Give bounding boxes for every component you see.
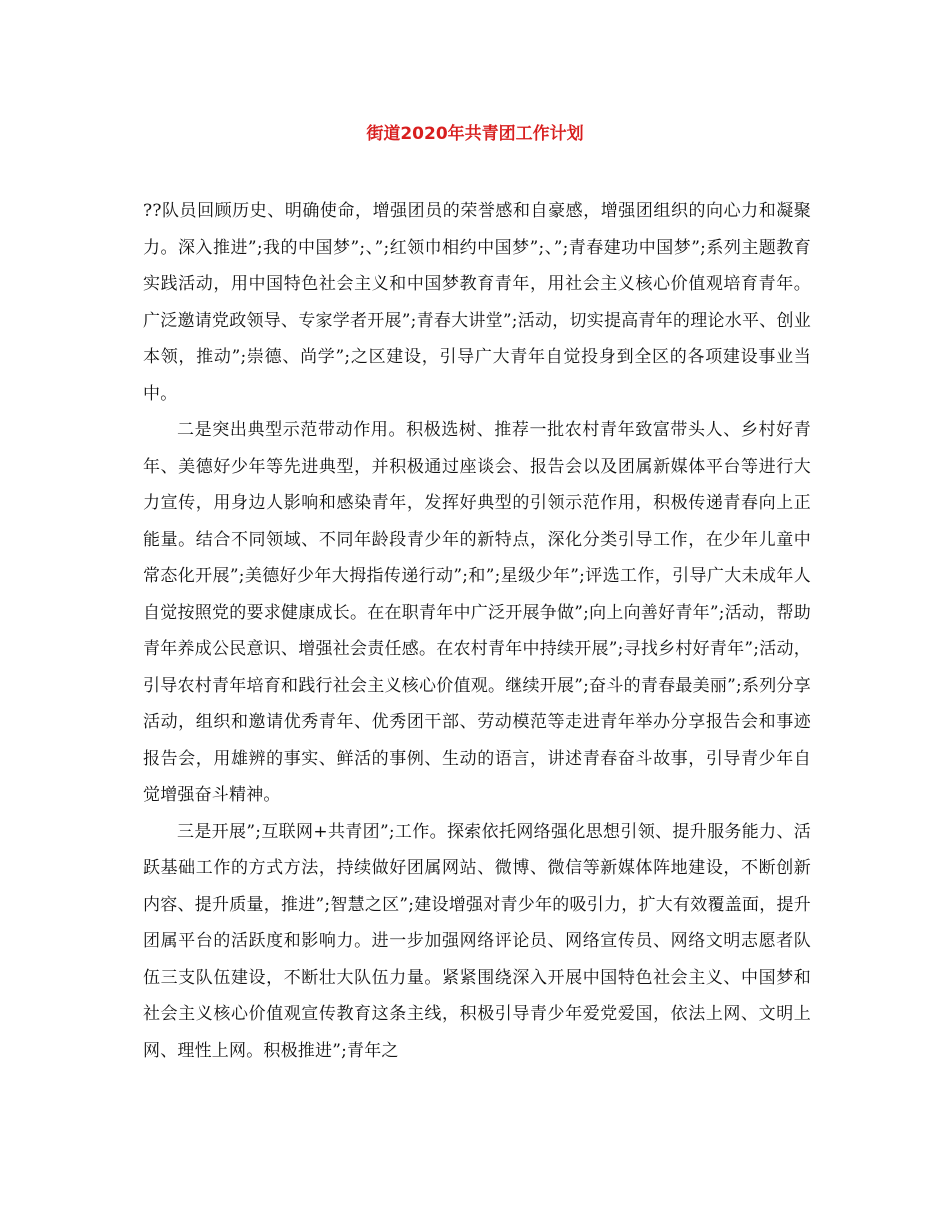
- document-title: 街道2020年共青团工作计划: [366, 124, 584, 144]
- paragraph-3: 三是开展”;互联网+共青团”;工作。探索依托网络强化思想引领、提升服务能力、活跃基础工作的方式方法，持续做好团属网站、微博、微信等新媒体阵地建设，不断创新内容、提升质量，推进”;智慧之区”;建设增强对青少年的吸引力，扩大有效覆盖面，提升团属平台的活跃度和影响力。进一步加强网络评论员、网络宣传员、网络文明志愿者队伍三支队伍建设，不断壮大队伍力量。紧紧围绕深入开展中国特色社会主义、中国梦和社会主义核心价值观宣传教育这条主线，积极引导青少年爱党爱国，依法上网、文明上网、理性上网。积极推进”;青年之: [143, 821, 811, 1061]
- paragraph-2: 二是突出典型示范带动作用。积极选树、推荐一批农村青年致富带头人、乡村好青年、美德好少年等先进典型，并积极通过座谈会、报告会以及团属新媒体平台等进行大力宣传，用身边人影响和感染青年，发挥好典型的引领示范作用，积极传递青春向上正能量。结合不同领域、不同年龄段青少年的新特点，深化分类引导工作，在少年儿童中常态化开展”;美德好少年大拇指传递行动”;和”;星级少年”;评选工作，引导广大未成年人自觉按照党的要求健康成长。在在职青年中广泛开展争做”;向上向善好青年”;活动，帮助青年养成公民意识、增强社会责任感。在农村青年中持续开展”;寻找乡村好青年”;活动，引导农村青年培育和践行社会主义核心价值观。继续开展”;奋斗的青春最美丽”;系列分享活动，组织和邀请优秀青年、优秀团干部、劳动模范等走进青年举办分享报告会和事迹报告会，用雄辨的事实、鲜活的事例、生动的语言，讲述青春奋斗故事，引导青少年自觉增强奋斗精神。: [143, 420, 811, 805]
- document-body: [143, 193, 811, 1069]
- paragraph-1: ??队员回顾历史、明确使命，增强团员的荣誉感和自豪感，增强团组织的向心力和凝聚力。深入推进”;我的中国梦”;、”;红领巾相约中国梦”;、”;青春建功中国梦”;系列主题教育实践活动，用中国特色社会主义和中国梦教育青年，用社会主义核心价值观培育青年。广泛邀请党政领导、专家学者开展”;青春大讲堂”;活动，切实提高青年的理论水平、创业本领，推动”;崇德、尚学”;之区建设，引导广大青年自觉投身到全区的各项建设事业当中。: [143, 201, 811, 404]
